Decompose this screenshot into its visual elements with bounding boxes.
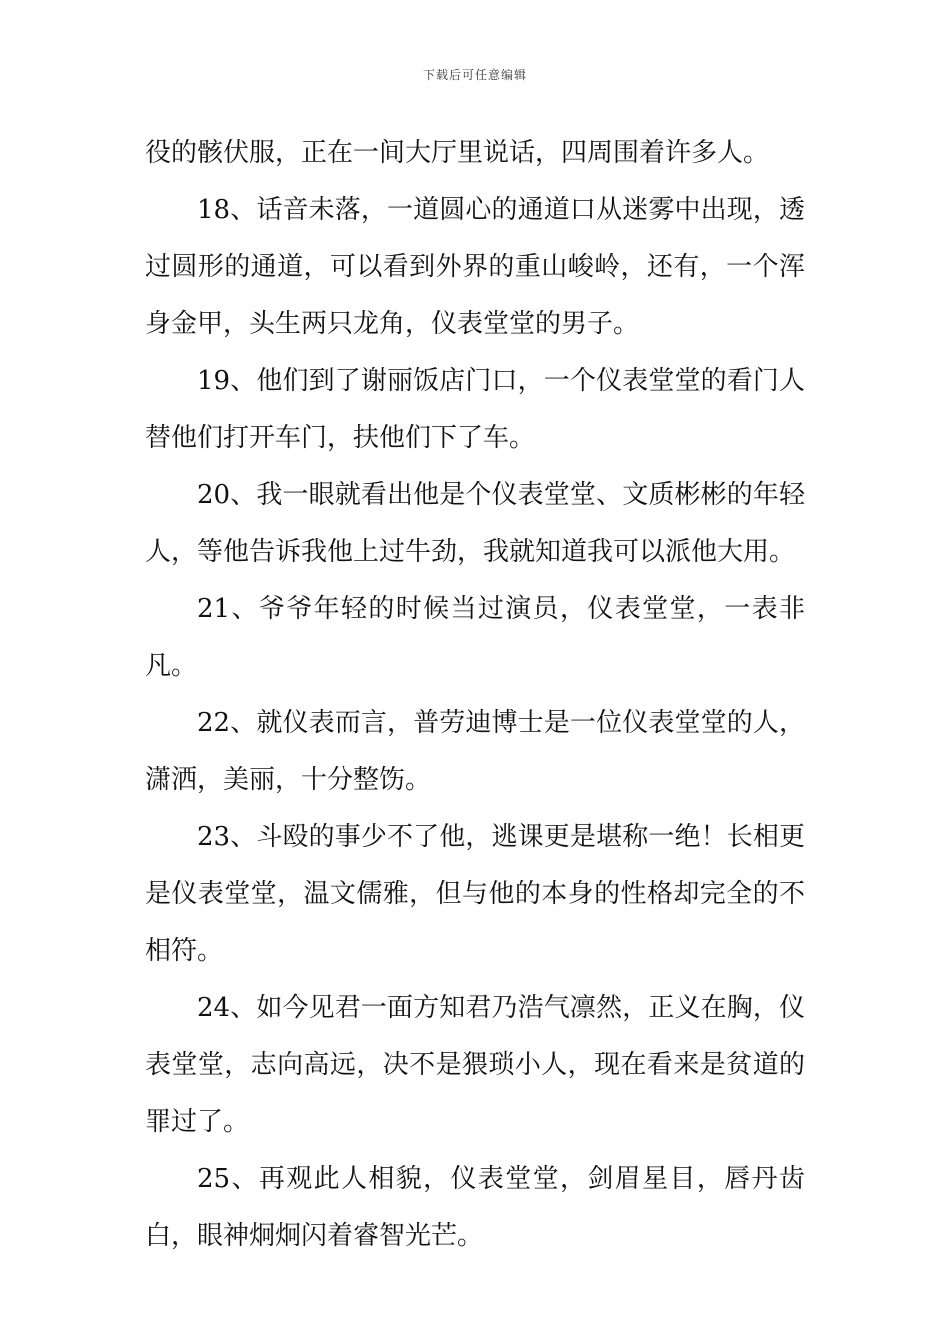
paragraph-18: 18、话音未落，一道圆心的通道口从迷雾中出现，透过圆形的通道，可以看到外界的重山峻岭，还有，一个浑身金甲，头生两只龙角，仪表堂堂的男子。 bbox=[145, 195, 805, 339]
paragraph-23: 23、斗殴的事少不了他，逃课更是堪称一绝！长相更是仪表堂堂，温文儒雅，但与他的本身的性格却完全的不相符。 bbox=[145, 822, 805, 966]
paragraph-20: 20、我一眼就看出他是个仪表堂堂、文质彬彬的年轻人，等他告诉我他上过牛劲，我就知道我可以派他大用。 bbox=[145, 480, 805, 567]
paragraph-19: 19、他们到了谢丽饭店门口，一个仪表堂堂的看门人替他们打开车门，扶他们下了车。 bbox=[145, 366, 805, 453]
paragraph-25: 25、再观此人相貌，仪表堂堂，剑眉星目，唇丹齿白，眼神炯炯闪着睿智光芒。 bbox=[145, 1164, 805, 1251]
paragraph-24: 24、如今见君一面方知君乃浩气凛然，正义在胸，仪表堂堂，志向高远，决不是猥琐小人，现在看来是贫道的罪过了。 bbox=[145, 993, 805, 1137]
document-body bbox=[145, 125, 805, 1265]
paragraph-22: 22、就仪表而言，普劳迪博士是一位仪表堂堂的人，潇洒，美丽，十分整饬。 bbox=[145, 708, 805, 795]
paragraph-continuation: 役的骸伏服，正在一间大厅里说话，四周围着许多人。 bbox=[145, 138, 770, 168]
paragraph-21: 21、爷爷年轻的时候当过演员，仪表堂堂，一表非凡。 bbox=[145, 594, 805, 681]
header-note: 下载后可任意编辑 bbox=[422, 68, 527, 82]
